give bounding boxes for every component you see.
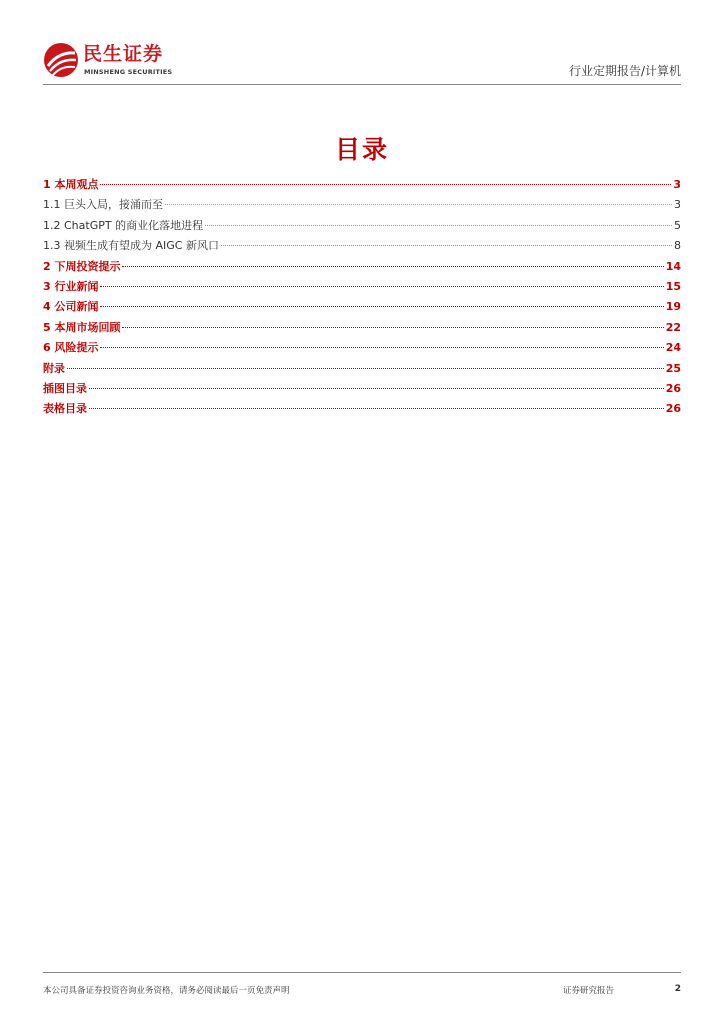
toc-leader-dots bbox=[122, 265, 663, 267]
toc-entry-title: 2 下周投资提示 bbox=[43, 259, 121, 273]
toc-entry[interactable] bbox=[43, 399, 681, 419]
toc-entry-page: 19 bbox=[665, 300, 681, 314]
page-number: 2 bbox=[674, 984, 681, 994]
toc-entry-page: 3 bbox=[674, 198, 681, 212]
toc-entry-title: 1.2 ChatGPT 的商业化落地进程 bbox=[43, 218, 204, 232]
toc-entry[interactable] bbox=[43, 297, 681, 317]
toc-entry-page: 26 bbox=[665, 402, 681, 416]
toc-title: 目录 bbox=[334, 135, 389, 164]
toc-entry-page: 25 bbox=[665, 361, 681, 375]
toc-leader-dots bbox=[205, 224, 672, 226]
toc-leader-dots bbox=[89, 407, 664, 409]
toc-entry-page: 26 bbox=[665, 381, 681, 395]
toc-entry[interactable] bbox=[43, 236, 681, 256]
toc-entry[interactable] bbox=[43, 257, 681, 277]
footer-disclaimer: 本公司具备证券投资咨询业务资格，请务必阅读最后一页免责声明 bbox=[43, 986, 290, 996]
toc-leader-dots bbox=[89, 387, 664, 389]
toc-entry-page: 24 bbox=[665, 341, 681, 355]
toc-entry[interactable] bbox=[43, 359, 681, 379]
toc-entry[interactable] bbox=[43, 338, 681, 358]
logo-english-name: MINSHENG SECURITIES bbox=[84, 68, 173, 76]
toc-leader-dots bbox=[67, 367, 664, 369]
toc-entry-page: 5 bbox=[674, 218, 681, 232]
toc-entry-page: 3 bbox=[673, 178, 681, 191]
toc-entry[interactable] bbox=[43, 277, 681, 297]
toc-leader-dots bbox=[100, 285, 663, 287]
footer-divider bbox=[43, 972, 681, 973]
toc-entry-page: 15 bbox=[665, 279, 681, 293]
toc-leader-dots bbox=[100, 346, 663, 348]
toc-entry-title: 6 风险提示 bbox=[43, 341, 99, 355]
toc-entry-title: 插图目录 bbox=[43, 381, 87, 395]
toc-entry-title: 5 本周市场回顾 bbox=[43, 320, 121, 334]
toc-entry-page: 22 bbox=[665, 320, 681, 334]
toc-entry-page: 8 bbox=[674, 239, 681, 253]
logo-chinese-name: 民生证券 bbox=[83, 43, 164, 65]
page-header bbox=[43, 38, 681, 84]
toc-entry-title: 4 公司新闻 bbox=[43, 300, 99, 314]
footer-doc-type: 证券研究报告 bbox=[563, 986, 615, 996]
toc-leader-dots bbox=[165, 203, 672, 205]
table-of-contents bbox=[43, 175, 681, 420]
toc-entry[interactable] bbox=[43, 379, 681, 399]
toc-entry[interactable] bbox=[43, 318, 681, 338]
toc-entry-page: 14 bbox=[665, 259, 681, 273]
minsheng-logo-icon bbox=[43, 42, 79, 78]
toc-entry[interactable] bbox=[43, 216, 681, 236]
report-category: 行业定期报告/计算机 bbox=[568, 64, 681, 78]
toc-entry[interactable] bbox=[43, 195, 681, 215]
toc-leader-dots bbox=[100, 305, 663, 307]
header-divider bbox=[43, 84, 681, 85]
toc-leader-dots bbox=[122, 326, 663, 328]
toc-leader-dots bbox=[100, 183, 671, 185]
toc-entry-title: 1.1 巨头入局，接涌而至 bbox=[43, 198, 163, 212]
toc-entry-title: 表格目录 bbox=[43, 402, 87, 416]
company-logo bbox=[43, 42, 183, 78]
toc-entry-title: 3 行业新闻 bbox=[43, 279, 99, 293]
toc-entry-title: 1 本周观点 bbox=[43, 178, 99, 191]
toc-entry-title: 1.3 视频生成有望成为 AIGC 新风口 bbox=[43, 239, 219, 253]
toc-entry[interactable] bbox=[43, 175, 681, 195]
toc-entry-title: 附录 bbox=[43, 361, 65, 375]
toc-leader-dots bbox=[221, 244, 672, 246]
